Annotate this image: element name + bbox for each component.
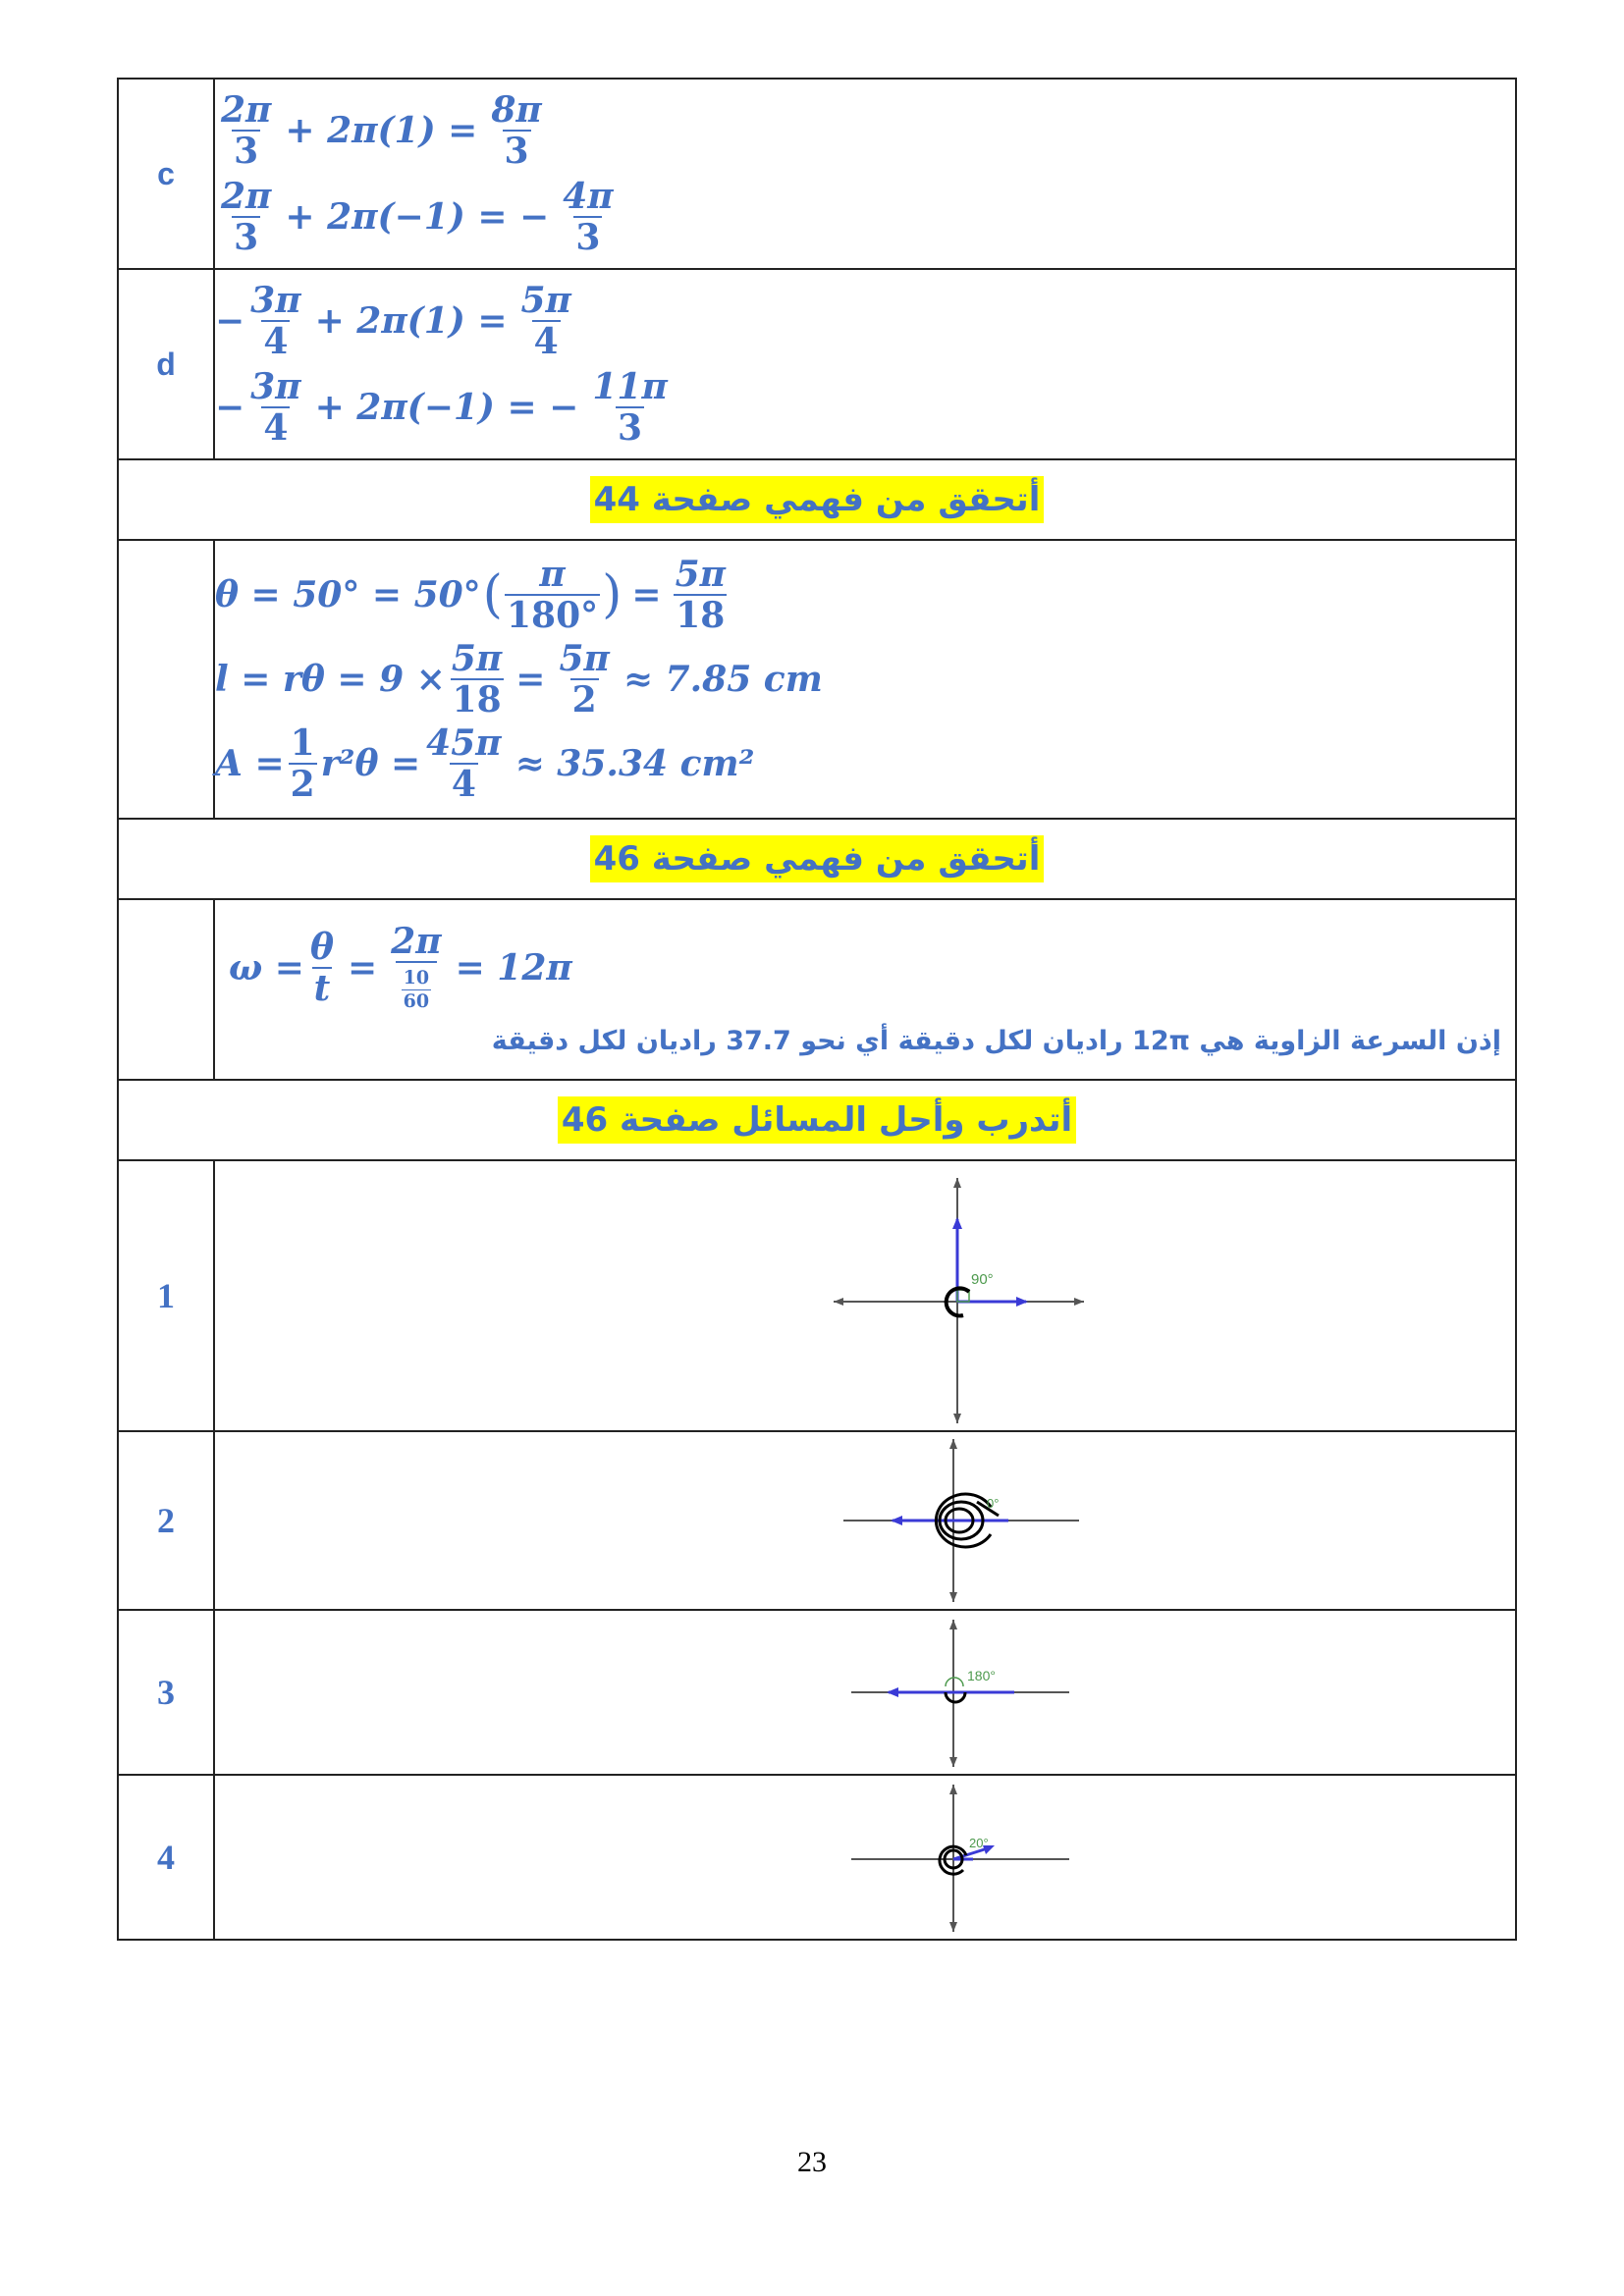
angle-diagram-180 xyxy=(215,1612,1517,1773)
row-label-d: d xyxy=(118,269,214,459)
empty-label-cell xyxy=(118,540,214,819)
angle-label: 0° xyxy=(987,1496,1000,1511)
practice-number-3: 3 xyxy=(118,1610,214,1775)
frac-den: 3 xyxy=(504,131,529,172)
answer-table xyxy=(117,78,1517,1941)
equation-c-1 xyxy=(215,87,1515,174)
angle-label: 90° xyxy=(971,1271,994,1288)
equation-operator: + 2π(−1) = − xyxy=(285,196,550,238)
left-paren: ( xyxy=(482,565,503,624)
row-d xyxy=(118,269,1516,459)
equals-sign: = xyxy=(348,946,378,988)
frac-den: 3 xyxy=(234,217,259,258)
y-axis-top-arrow-icon xyxy=(949,1785,957,1794)
frac-den: 18 xyxy=(452,679,502,721)
row-check44 xyxy=(118,540,1516,819)
frac-num: π xyxy=(539,554,566,595)
section-title-check44: أتحقق من فهمي صفحة 44 xyxy=(590,476,1045,523)
frac-den: 4 xyxy=(533,321,559,362)
check46-content xyxy=(214,899,1516,1080)
frac-num: 5π xyxy=(451,638,503,679)
practice-number-2: 2 xyxy=(118,1431,214,1610)
frac-num: 5π xyxy=(520,280,571,321)
y-axis-top-arrow-icon xyxy=(949,1620,957,1629)
frac-den: 4 xyxy=(263,321,289,362)
section-title-practice: أتدرب وأحل المسائل صفحة 46 xyxy=(558,1096,1076,1144)
angle-label: 180° xyxy=(967,1668,996,1683)
equation-c-2 xyxy=(215,174,1515,260)
x-axis-left-arrow-icon xyxy=(834,1298,843,1306)
practice-row-2 xyxy=(118,1431,1516,1610)
practice-figure-cell-4 xyxy=(214,1775,1516,1940)
page-number: 23 xyxy=(797,2146,827,2178)
equation-sector-area xyxy=(215,721,1515,806)
frac-num: 2π xyxy=(391,921,442,962)
practice-number-1: 1 xyxy=(118,1160,214,1431)
equals-sign: = xyxy=(515,659,546,700)
angle-diagram-20 xyxy=(215,1777,1517,1938)
initial-side-arrow-icon xyxy=(1016,1297,1028,1307)
practice-row-3 xyxy=(118,1610,1516,1775)
frac-den: 4 xyxy=(263,407,289,449)
frac-den: 3 xyxy=(234,131,259,172)
frac-num: 3π xyxy=(250,366,301,407)
frac-num: 8π xyxy=(491,89,542,131)
y-axis-top-arrow-icon xyxy=(953,1178,961,1188)
frac-den: 4 xyxy=(451,764,476,805)
equation-arc-length xyxy=(215,637,1515,721)
frac-num: 4π xyxy=(563,176,614,217)
frac-den: 2 xyxy=(290,764,315,805)
equation-lhs: l = rθ = 9 × xyxy=(215,659,446,700)
x-axis-right-arrow-icon xyxy=(1074,1298,1084,1306)
practice-figure-cell-2 xyxy=(214,1431,1516,1610)
equation-result: = 12π xyxy=(455,946,572,988)
frac-num: 1 xyxy=(290,722,315,764)
section-header-check44 xyxy=(118,459,1516,540)
terminal-side-arrow-icon xyxy=(952,1217,962,1229)
y-axis-top-arrow-icon xyxy=(949,1439,957,1449)
angle-diagram-90 xyxy=(215,1162,1517,1429)
practice-figure-cell-1 xyxy=(214,1160,1516,1431)
section-header-practice xyxy=(118,1080,1516,1160)
frac-num: 10 xyxy=(403,967,430,988)
approx-result: ≈ 7.85 cm xyxy=(623,659,823,700)
terminal-side-arrow-icon xyxy=(891,1516,902,1525)
equation-d-2 xyxy=(215,364,1515,451)
minus-sign: − xyxy=(215,387,245,428)
frac-num: θ xyxy=(309,926,334,968)
minus-sign: − xyxy=(215,300,245,342)
row-label-c: c xyxy=(118,79,214,269)
practice-number-4: 4 xyxy=(118,1775,214,1940)
y-axis-bottom-arrow-icon xyxy=(949,1592,957,1602)
equation-theta xyxy=(215,553,1515,637)
equation-d-1 xyxy=(215,278,1515,364)
y-axis-bottom-arrow-icon xyxy=(949,1922,957,1932)
equation-omega xyxy=(215,914,1515,1022)
equals-sign: = xyxy=(631,574,662,615)
equation-lhs: A = xyxy=(215,743,285,784)
frac-num: 2π xyxy=(221,89,272,131)
frac-num: 3π xyxy=(250,280,301,321)
frac-num: 45π xyxy=(426,722,502,764)
row-d-math xyxy=(214,269,1516,459)
terminal-side-arrow-icon xyxy=(887,1687,898,1697)
practice-row-4 xyxy=(118,1775,1516,1940)
row-c xyxy=(118,79,1516,269)
frac-num: 2π xyxy=(221,176,272,217)
angular-speed-sentence: إذن السرعة الزاوية هي 12π راديان لكل دقيقة أي نحو 37.7 راديان لكل دقيقة xyxy=(491,1025,1501,1056)
frac-den: t xyxy=(313,967,331,1009)
frac-num: 11π xyxy=(592,366,668,407)
y-axis-bottom-arrow-icon xyxy=(953,1414,961,1423)
equation-operator: + 2π(1) = xyxy=(314,300,508,342)
frac-den: 3 xyxy=(575,217,601,258)
frac-den: 3 xyxy=(618,407,643,449)
frac-num: 5π xyxy=(675,554,726,595)
row-c-math xyxy=(214,79,1516,269)
equation-operator: + 2π(1) = xyxy=(285,110,478,151)
equation-middle: r²θ = xyxy=(320,743,421,784)
equation-lhs: ω = xyxy=(229,946,304,988)
frac-num: 5π xyxy=(559,638,610,679)
angle-diagram-multiple-rotations xyxy=(215,1433,1517,1608)
section-title-check46: أتحقق من فهمي صفحة 46 xyxy=(590,835,1045,882)
practice-row-1 xyxy=(118,1160,1516,1431)
equation-operator: + 2π(−1) = − xyxy=(314,387,579,428)
frac-den: 60 xyxy=(403,990,430,1012)
equation-lhs: θ = 50° = 50° xyxy=(215,574,481,615)
approx-result: ≈ 35.34 cm² xyxy=(514,743,755,784)
frac-den: 2 xyxy=(571,679,597,721)
practice-figure-cell-3 xyxy=(214,1610,1516,1775)
section-header-check46 xyxy=(118,819,1516,899)
right-paren: ) xyxy=(602,565,623,624)
empty-label-cell xyxy=(118,899,214,1080)
row-check46 xyxy=(118,899,1516,1080)
y-axis-bottom-arrow-icon xyxy=(949,1757,957,1767)
angle-label: 20° xyxy=(969,1836,989,1850)
frac-den: 18 xyxy=(676,595,726,636)
frac-den: 180° xyxy=(506,595,599,636)
check44-math xyxy=(214,540,1516,819)
